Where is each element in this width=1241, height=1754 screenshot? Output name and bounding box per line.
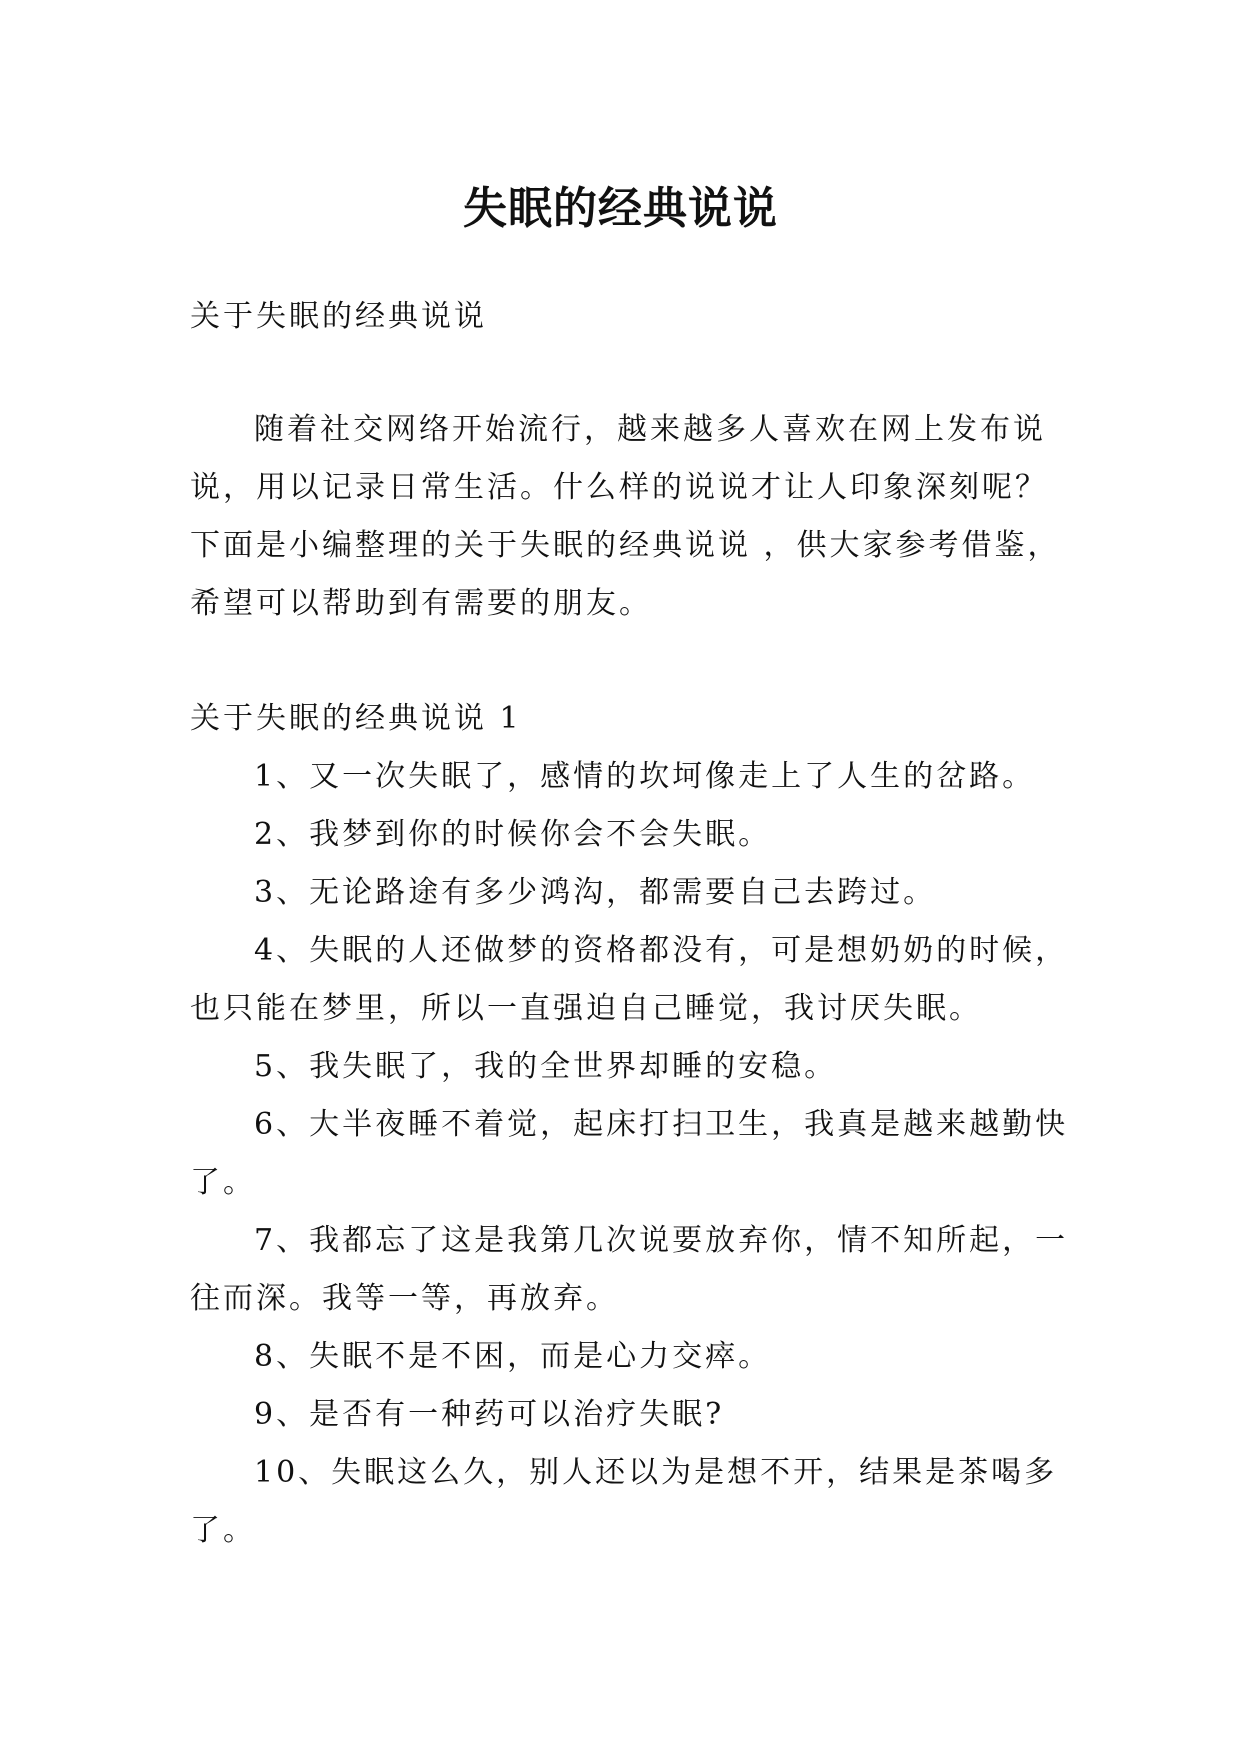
section-heading: 关于失眠的经典说说 1: [190, 701, 522, 736]
list-item: 2、我梦到你的时候你会不会失眠。: [254, 817, 772, 852]
list-item: 1、又一次失眠了，感情的坎坷像走上了人生的岔路。: [254, 759, 1036, 794]
list-item: 7、我都忘了这是我第几次说要放弃你，情不知所起，一往而深。我等一等，再放弃。: [190, 1223, 1069, 1316]
document-subtitle: 关于失眠的经典说说: [190, 299, 487, 334]
saying-list: [190, 748, 1070, 1560]
list-item: 8、失眠不是不困，而是心力交瘁。: [254, 1339, 772, 1374]
intro-paragraph: 随着社交网络开始流行，越来越多人喜欢在网上发布说说，用以记录日常生活。什么样的说说才让人印象深刻呢？下面是小编整理的关于失眠的经典说说 ，供大家参考借鉴，希望可以帮助到有需要的朋友。: [190, 412, 1061, 621]
list-item: 10、失眠这么久，别人还以为是想不开，结果是茶喝多了。: [190, 1455, 1058, 1548]
document-title: 失眠的经典说说: [463, 183, 778, 235]
list-item: 6、大半夜睡不着觉，起床打扫卫生，我真是越来越勤快了。: [190, 1107, 1069, 1200]
list-item: 9、是否有一种药可以治疗失眠?: [254, 1397, 725, 1432]
list-item: 4、失眠的人还做梦的资格都没有，可是想奶奶的时候，也只能在梦里，所以一直强迫自己睡觉，我讨厌失眠。: [190, 933, 1069, 1026]
list-item: 3、无论路途有多少鸿沟，都需要自己去跨过。: [254, 875, 937, 910]
list-item: 5、我失眠了，我的全世界却睡的安稳。: [254, 1049, 838, 1084]
